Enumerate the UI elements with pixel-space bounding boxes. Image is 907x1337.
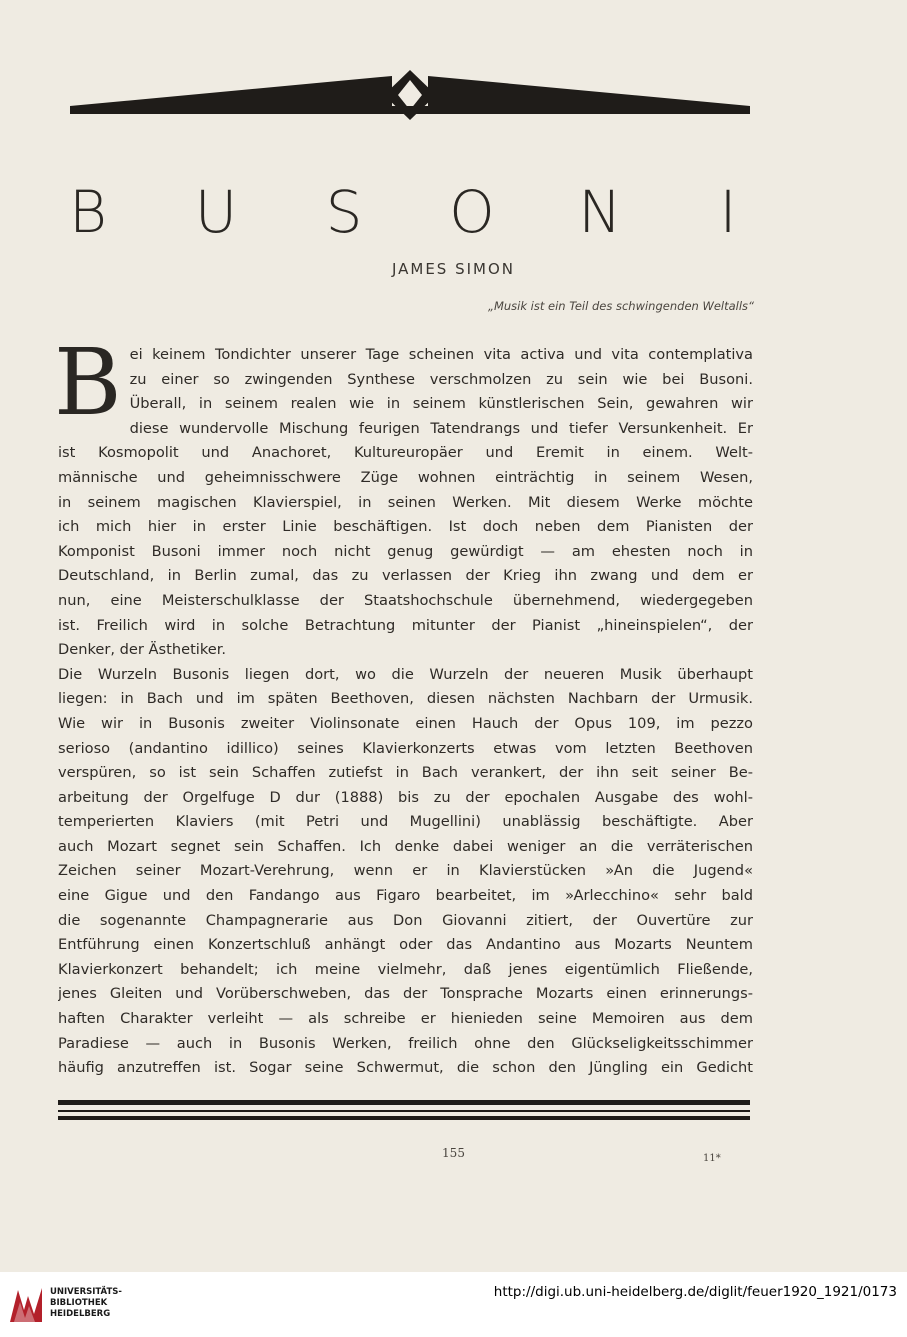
article-body — [54, 329, 753, 1081]
text-line: ei keinem Tondichter unserer Tage scheinen vita activa und vita contemplativa — [129, 346, 753, 363]
document-url-link[interactable]: http://digi.ub.uni-heidelberg.de/diglit/feuer1920_1921/0173 — [493, 1284, 897, 1300]
header-ornament — [70, 68, 750, 120]
text-line: diese wundervolle Mischung feurigen Tatendrangs und tiefer Versunkenheit. Er — [129, 419, 753, 437]
text-line: nun, eine Meisterschulklasse der Staatshochschule übernehmend, wiedergegeben — [58, 591, 753, 609]
title-letter: N — [578, 178, 622, 246]
text-line: Wie wir in Busonis zweiter Violinsonate einen Hauch der Opus 109, im pezzo — [58, 714, 753, 732]
bottom-rule-thick — [58, 1100, 750, 1105]
text-line: die sogenannte Champagnerarie aus Don Giovanni zitiert, der Ouvertüre zur — [58, 911, 753, 929]
text-line: zu einer so zwingenden Synthese verschmolzen zu sein wie bei Busoni. — [129, 370, 753, 388]
text-line: Klavierkonzert behandelt; ich meine vielmehr, daß jenes eigentümlich Fließende, — [58, 960, 753, 978]
library-name-line: BIBLIOTHEK — [50, 1298, 108, 1308]
library-name-line: HEIDELBERG — [50, 1309, 111, 1319]
text-line: ich mich hier in erster Linie beschäftigen. Ist doch neben dem Pianisten der — [58, 518, 753, 536]
page-title — [58, 178, 758, 248]
text-line: serioso (andantino idillico) seines Klavierkonzerts etwas vom letzten Beethoven — [58, 739, 753, 757]
library-logo-icon[interactable] — [8, 1284, 44, 1324]
text-line: temperierten Klaviers (mit Petri und Mugellini) unablässig beschäftigte. Aber — [58, 813, 753, 831]
viewer-footer — [0, 1272, 907, 1337]
text-line: Komponist Busoni immer noch nicht genug gewürdigt — am ehesten noch in — [58, 542, 753, 560]
signature-mark: 11* — [703, 1153, 721, 1164]
text-line: in seinem magischen Klavierspiel, in seinen Werken. Mit diesem Werke möchte — [58, 493, 753, 511]
bottom-rule-thin — [58, 1110, 750, 1112]
title-letter: O — [449, 178, 495, 246]
text-line: ist Kosmopolit und Anachoret, Kultureuropäer und Eremit in einem. Welt- — [58, 444, 753, 462]
text-line: männische und geheimnisschwere Züge wohnen einträchtig in seinem Wesen, — [58, 468, 753, 486]
text-line: ist. Freilich wird in solche Betrachtung mitunter der Pianist „hineinspielen“, der — [58, 616, 753, 634]
text-line: liegen: in Bach und im späten Beethoven, diesen nächsten Nachbarn der Urmusik. — [58, 690, 753, 708]
library-name-line: UNIVERSITÄTS- — [50, 1287, 122, 1297]
page-number: 155 — [442, 1146, 465, 1160]
text-line: Überall, in seinem realen wie in seinem künstlerischen Sein, gewahren wir — [129, 395, 753, 413]
text-line: Die Wurzeln Busonis liegen dort, wo die Wurzeln der neueren Musik überhaupt — [58, 665, 753, 683]
title-letter: S — [325, 178, 363, 246]
library-name[interactable] — [50, 1287, 122, 1320]
text-line: häufig anzutreffen ist. Sogar seine Schwermut, die schon den Jüngling ein Gedicht — [58, 1059, 753, 1077]
title-letter: B — [69, 178, 107, 246]
text-line: arbeitung der Orgelfuge D dur (1888) bis zu der epochalen Ausgabe des wohl- — [58, 788, 753, 806]
title-letter: U — [194, 178, 238, 246]
title-letter: I — [719, 178, 737, 246]
text-line: Zeichen seiner Mozart-Verehrung, wenn er in Klavierstücken »An die Jugend« — [58, 862, 753, 880]
text-line: Denker, der Ästhetiker. — [58, 641, 227, 659]
text-line: Deutschland, in Berlin zumal, das zu verlassen der Krieg ihn zwang und dem er — [58, 567, 753, 585]
text-line: haften Charakter verleiht — als schreibe er hienieden seine Memoiren aus dem — [58, 1010, 753, 1028]
text-line: Paradiese — auch in Busonis Werken, freilich ohne den Glückseligkeitsschimmer — [58, 1034, 753, 1052]
text-line: jenes Gleiten und Vorüberschweben, das der Tonsprache Mozarts einen erinnerungs- — [58, 985, 753, 1003]
author-name: JAMES SIMON — [391, 260, 516, 278]
text-line: Entführung einen Konzertschluß anhängt oder das Andantino aus Mozarts Neuntem — [58, 936, 753, 954]
text-line: eine Gigue und den Fandango aus Figaro bearbeitet, im »Arlecchino« sehr bald — [58, 887, 753, 905]
bottom-rule-thick-2 — [58, 1116, 750, 1120]
drop-cap: B — [54, 329, 122, 436]
text-line: verspüren, so ist sein Schaffen zutiefst in Bach verankert, der ihn seit seiner Be- — [58, 764, 753, 782]
motto-quote: „Musik ist ein Teil des schwingenden Weltalls“ — [488, 299, 754, 313]
text-line: auch Mozart segnet sein Schaffen. Ich denke dabei weniger an die verräterischen — [58, 837, 753, 855]
